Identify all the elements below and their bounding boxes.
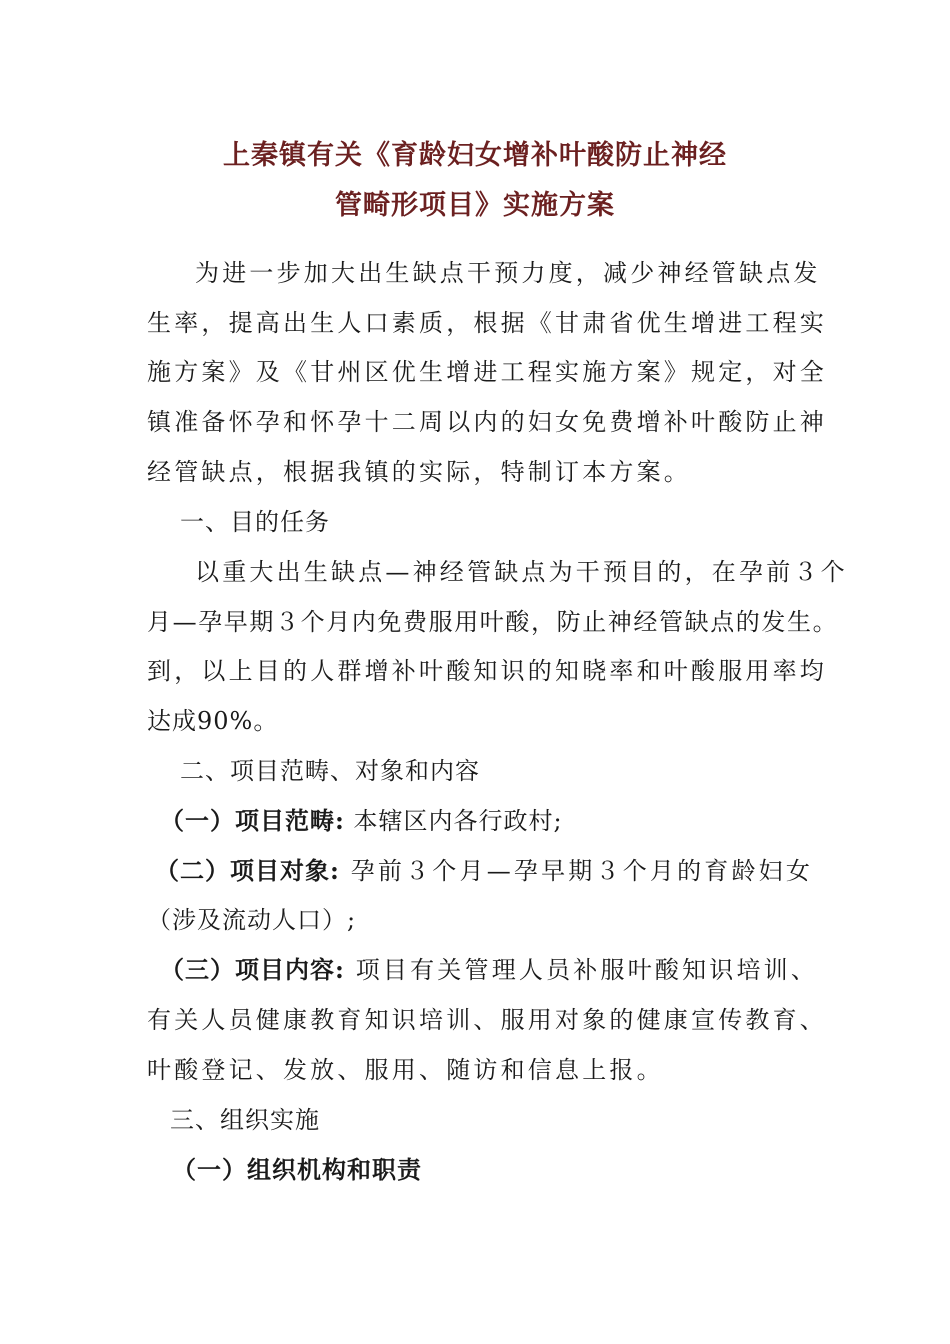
section1-paragraph-line4: 达成90%。 <box>147 707 279 735</box>
section1-heading: 一、目的任务 <box>180 508 330 536</box>
section2-item2 <box>155 856 813 886</box>
section2-item1-label: （一）项目范畴: <box>160 806 345 835</box>
section2-heading: 二、项目范畴、对象和内容 <box>180 757 480 785</box>
intro-paragraph-line1: 为进一步加大出生缺点干预力度，减少神经管缺点发 <box>195 259 821 287</box>
section3-heading: 三、组织实施 <box>170 1106 320 1134</box>
intro-paragraph-line4: 镇准备怀孕和怀孕十二周以内的妇女免费增补叶酸防止神 <box>147 408 827 436</box>
document-title-line1: 上秦镇有关《育龄妇女增补叶酸防止神经 <box>223 140 727 171</box>
section2-item2-label: （二）项目对象: <box>155 856 340 885</box>
section1-paragraph-line3: 到，以上目的人群增补叶酸知识的知晓率和叶酸服用率均 <box>147 657 827 685</box>
section2-item1 <box>160 806 563 836</box>
section2-item3 <box>160 955 818 985</box>
section2-item3-continuation2: 叶酸登记、发放、服用、随访和信息上报。 <box>147 1056 664 1084</box>
section1-paragraph-line2: 月—孕早期３个月内免费服用叶酸，防止神经管缺点的发生。 <box>147 608 839 636</box>
section2-item3-label: （三）项目内容: <box>160 955 345 984</box>
intro-paragraph-line3: 施方案》及《甘州区优生增进工程实施方案》规定，对全 <box>147 358 827 386</box>
intro-paragraph-line5: 经管缺点，根据我镇的实际，特制订本方案。 <box>147 458 691 486</box>
document-title-line2: 管畸形项目》实施方案 <box>335 190 615 221</box>
section2-item1-text: 本辖区内各行政村; <box>344 807 563 835</box>
section1-paragraph-line1: 以重大出生缺点—神经管缺点为干预目的，在孕前３个 <box>195 558 848 586</box>
intro-paragraph-line2: 生率，提高出生人口素质，根据《甘肃省优生增进工程实 <box>147 309 827 337</box>
section2-item3-text: 项目有关管理人员补服叶酸知识培训、 <box>344 956 819 984</box>
section2-item2-text: 孕前３个月—孕早期３个月的育龄妇女 <box>339 857 814 885</box>
section3-subheading: （一）组织机构和职责 <box>172 1155 422 1184</box>
section2-item3-continuation1: 有关人员健康教育知识培训、服用对象的健康宣传教育、 <box>147 1006 827 1034</box>
section2-item2-continuation: （涉及流动人口）; <box>147 906 357 934</box>
